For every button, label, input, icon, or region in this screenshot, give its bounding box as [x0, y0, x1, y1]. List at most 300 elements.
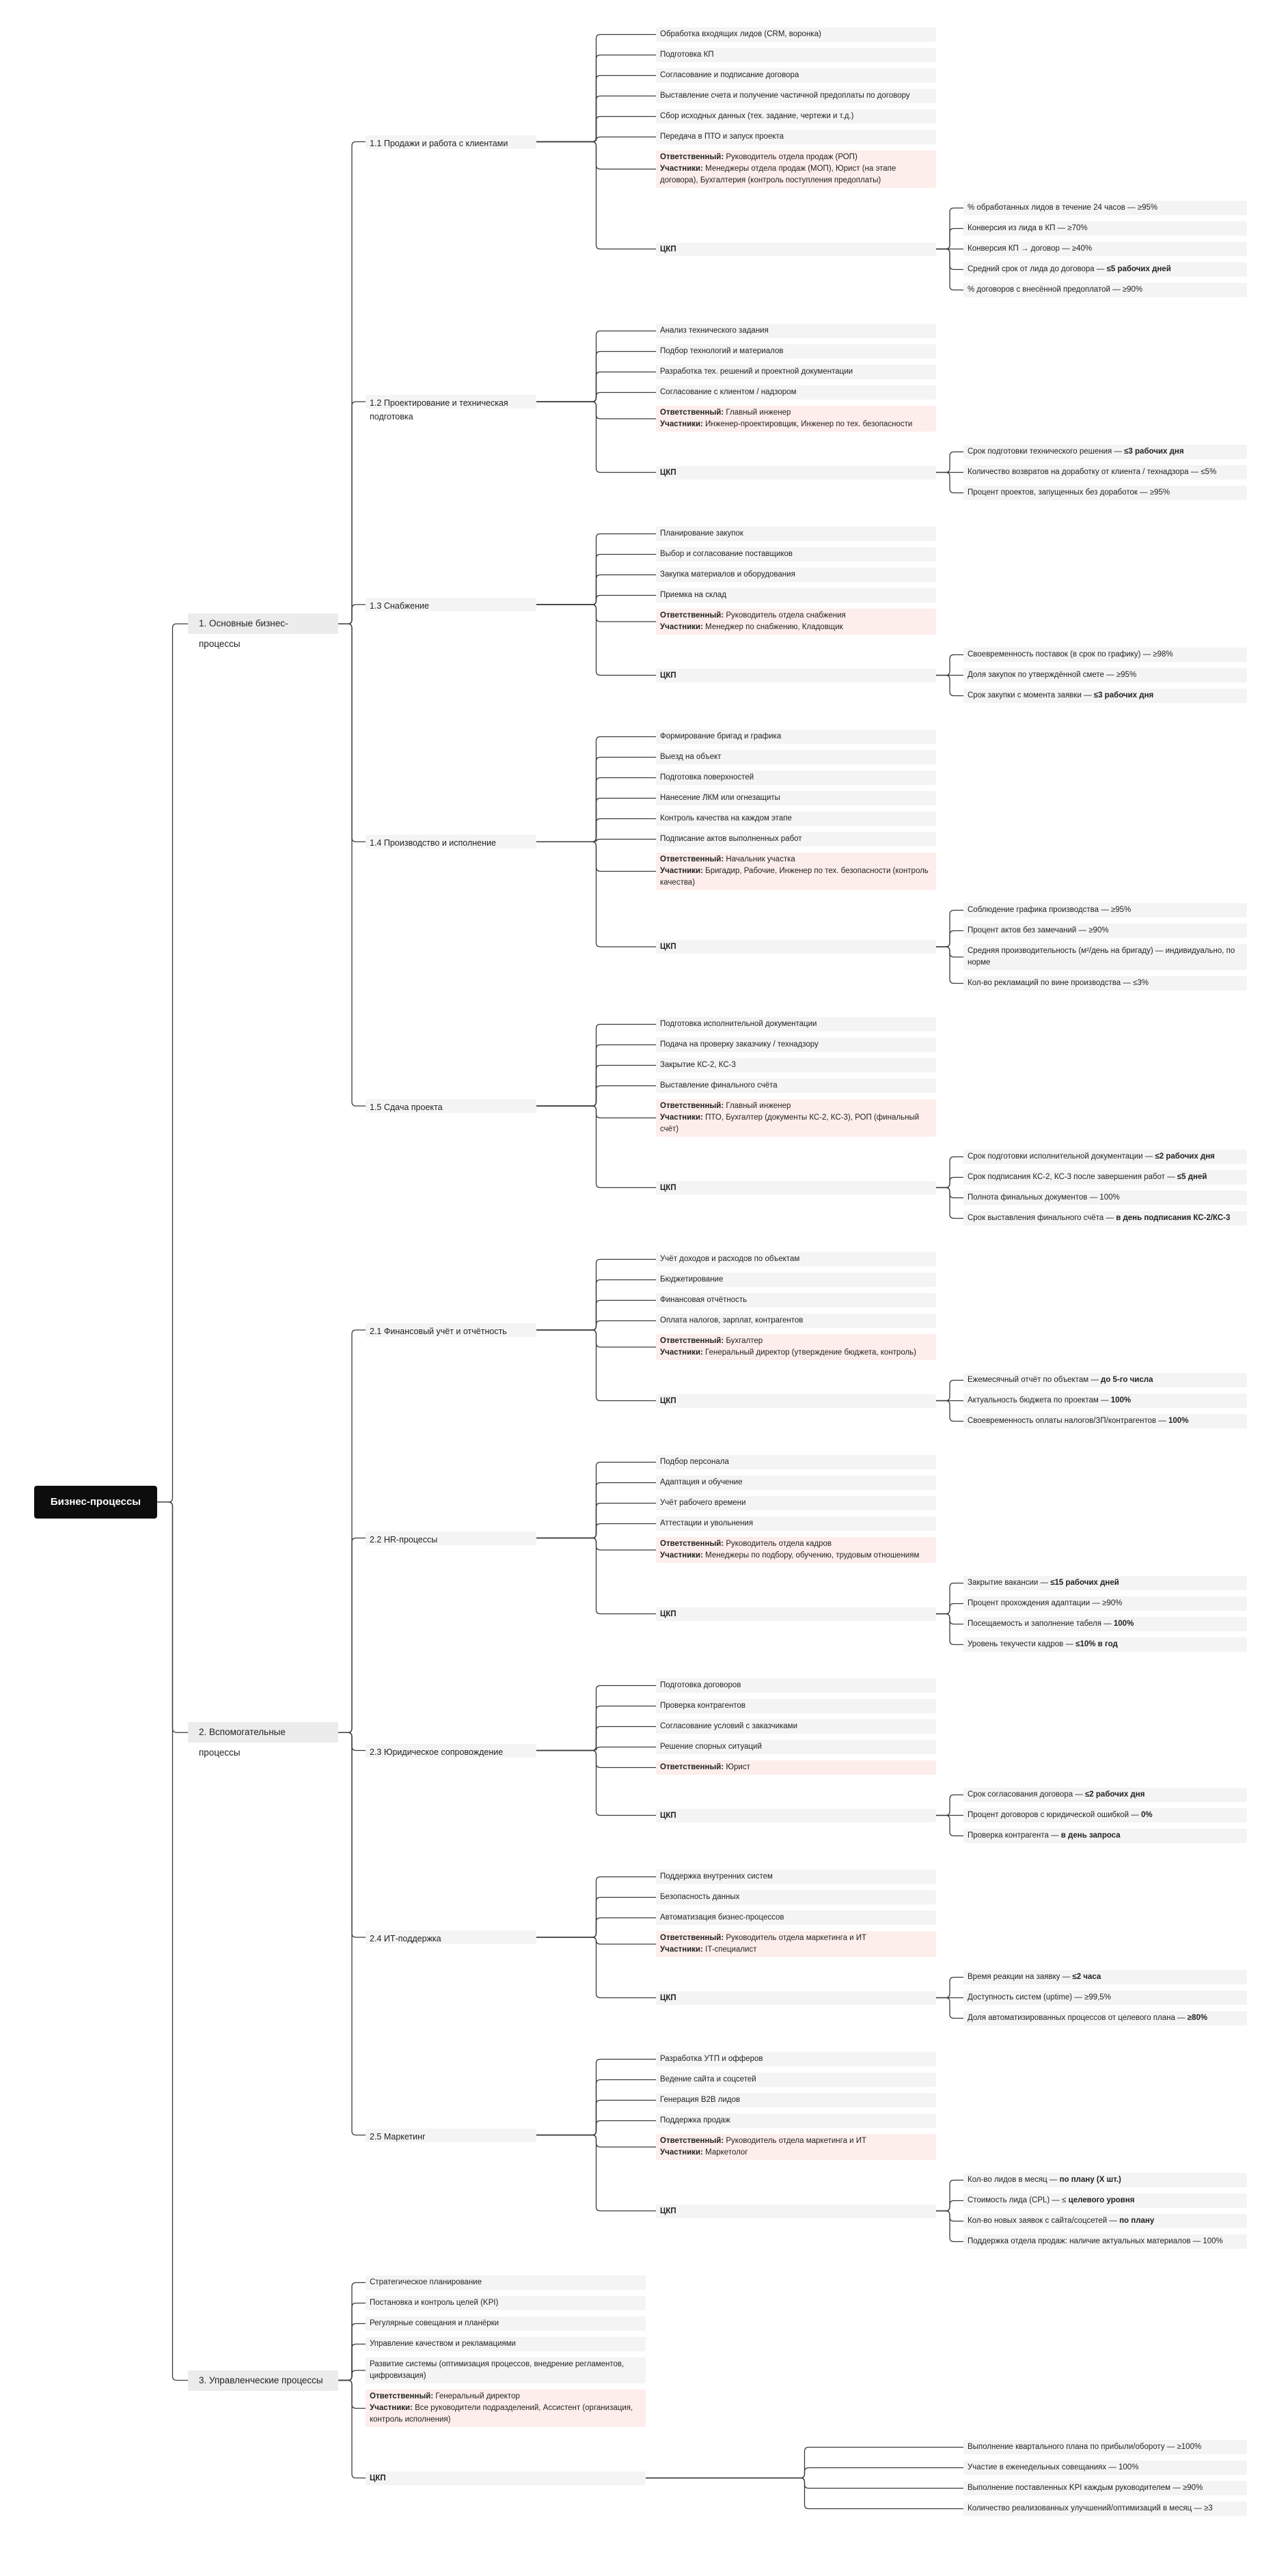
- subprocess: [366, 598, 536, 611]
- subprocess: [366, 1099, 536, 1113]
- connector-line: [936, 1998, 963, 2019]
- text-value: Конверсия КП → договор — ≥40%: [968, 245, 1093, 253]
- process-step: [656, 1719, 936, 1734]
- kpi-item: [963, 2214, 1247, 2228]
- bold-value: целевого уровня: [1068, 2196, 1135, 2204]
- text-value: Нанесение ЛКМ или огнезащиты: [660, 794, 780, 802]
- connector-line: [536, 842, 656, 947]
- text-value: Руководитель отдела маркетинга и ИТ: [726, 2137, 867, 2145]
- bold-value: Участники:: [660, 165, 703, 173]
- text-value: Соблюдение графика производства — ≥95%: [968, 906, 1132, 914]
- bold-value: ЦКП: [660, 1183, 676, 1192]
- text-value: Бухгалтер: [726, 1337, 763, 1345]
- text-value: Главный инженер: [726, 408, 791, 417]
- text-value: Юрист: [726, 1763, 750, 1771]
- text-value: Планирование закупок: [660, 529, 743, 538]
- process-step: [656, 68, 936, 83]
- connector-line: [936, 1381, 963, 1401]
- process-step: [656, 1017, 936, 1031]
- connector-line: [157, 624, 188, 1502]
- text-value: IT-специалист: [705, 1945, 757, 1954]
- connector-line: [338, 2381, 366, 2478]
- bold-value: ЦКП: [660, 245, 676, 253]
- connector-line: [536, 1918, 656, 1938]
- process-step: [656, 1496, 936, 1510]
- connector-line: [936, 1401, 963, 1422]
- text-value: 2.2 HR-процессы: [370, 1534, 438, 1545]
- connector-line: [157, 1502, 188, 2381]
- kpi-item: [963, 242, 1247, 256]
- process-step: [656, 1476, 936, 1490]
- subprocess: [366, 395, 536, 421]
- process-step: [656, 1079, 936, 1093]
- text-value: Поддержка отдела продаж: наличие актуальных материалов — 100%: [968, 2237, 1223, 2245]
- connector-line: [936, 452, 963, 473]
- connector-line: [936, 1978, 963, 1998]
- kpi-item: [963, 283, 1247, 297]
- process-step: [656, 1890, 936, 1905]
- kpi-item: [963, 924, 1247, 938]
- connector-line: [936, 2211, 963, 2242]
- process-step: [366, 2357, 646, 2383]
- subprocess: [366, 1323, 536, 1337]
- text-value: Кол-во рекламаций по вине производства — ≤3%: [968, 979, 1149, 987]
- connector-line: [536, 2121, 656, 2135]
- bold-value: Участники:: [660, 420, 703, 428]
- text-value: Главный инженер: [726, 1102, 791, 1110]
- process-step: [656, 27, 936, 42]
- text-value: Менеджеры отдела продаж (МОП), Юрист (на этапе договора), Бухгалтерия (контроль поступления предоплаты): [660, 165, 896, 184]
- bold-value: ≤5 дней: [1177, 1173, 1207, 1181]
- connector-line: [936, 1795, 963, 1816]
- kpi-item: [963, 465, 1247, 480]
- text-value: Регулярные совещания и планёрки: [370, 2319, 499, 2327]
- kpi-item: [963, 648, 1247, 662]
- process-step: [366, 2275, 646, 2290]
- text-value: Доля автоматизированных процессов от целевого плана —: [968, 2014, 1188, 2022]
- kpi-item: [963, 2461, 1247, 2475]
- text-value: Анализ технического задания: [660, 327, 769, 335]
- subprocess: [366, 1744, 536, 1758]
- kpi-item: [963, 1191, 1247, 1205]
- text-value: 1.1 Продажи и работа с клиентами: [370, 138, 508, 148]
- text-value: Сбор исходных данных (тех. задание, чертежи и т.д.): [660, 112, 854, 120]
- text-value: Участие в еженедельных совещаниях — 100%: [968, 2463, 1139, 2471]
- text-value: Обработка входящих лидов (CRM, воронка): [660, 30, 821, 38]
- kpi-item: [963, 976, 1247, 991]
- section-title: [188, 2370, 338, 2391]
- kpi-item: [963, 1150, 1247, 1164]
- kpi-item: [963, 1808, 1247, 1823]
- text-value: Бюджетирование: [660, 1275, 724, 1284]
- bold-value: ≤2 рабочих дня: [1085, 1790, 1145, 1799]
- text-value: Безопасность данных: [660, 1893, 740, 1901]
- text-value: Срок выставления финального счёта —: [968, 1214, 1116, 1222]
- connector-line: [936, 1614, 963, 1645]
- text-value: Выставление счета и получение частичной предоплаты по договору: [660, 92, 910, 100]
- kpi-item: [963, 2502, 1247, 2516]
- process-step: [656, 1455, 936, 1469]
- text-value: Подбор технологий и материалов: [660, 347, 784, 355]
- text-value: Срок подготовки исполнительной документации —: [968, 1152, 1155, 1161]
- text-value: Инженер-проектировщик, Инженер по тех. безопасности: [705, 420, 913, 428]
- connector-line: [338, 1732, 366, 2135]
- text-value: Процент договоров с юридической ошибкой —: [968, 1811, 1141, 1819]
- text-value: 1.5 Сдача проекта: [370, 1103, 443, 1112]
- kpi-header: [656, 940, 936, 954]
- text-value: Уровень текучести кадров —: [968, 1640, 1076, 1648]
- text-value: Генерация B2B лидов: [660, 2096, 741, 2104]
- text-value: Оплата налогов, зарплат, контрагентов: [660, 1316, 804, 1325]
- text-value: Подготовка КП: [660, 51, 714, 59]
- text-value: Кол-во новых заявок с сайта/соцсетей —: [968, 2217, 1120, 2225]
- bold-value: Участники:: [660, 623, 703, 631]
- kpi-header: [656, 1607, 936, 1621]
- bold-value: Ответственный:: [660, 855, 724, 863]
- process-step: [656, 730, 936, 744]
- connector-line: [338, 402, 366, 624]
- bold-value: 100%: [1113, 1620, 1134, 1628]
- bold-value: Ответственный:: [660, 1102, 724, 1110]
- bold-value: ЦКП: [660, 1993, 676, 2002]
- bold-value: до 5-го числа: [1101, 1376, 1153, 1384]
- text-value: Согласование и подписание договора: [660, 71, 799, 79]
- connector-line: [536, 1937, 656, 1998]
- bold-value: ≤3 рабочих дня: [1124, 447, 1184, 456]
- process-step: [656, 130, 936, 144]
- bold-value: ≤3 рабочих дня: [1093, 691, 1154, 700]
- text-value: Менеджер по снабжению, Кладовщик: [705, 623, 843, 631]
- text-value: Руководитель отдела снабжения: [726, 611, 846, 620]
- subprocess: [366, 835, 536, 848]
- text-value: Выставление финального счёта: [660, 1081, 778, 1090]
- text-value: Стоимость лида (CPL) — ≤: [968, 2196, 1069, 2204]
- text-value: Ведение сайта и соцсетей: [660, 2075, 756, 2083]
- text-value: 2.4 ИТ-поддержка: [370, 1934, 441, 1943]
- text-value: Выбор и согласование поставщиков: [660, 550, 793, 558]
- kpi-item: [963, 1394, 1247, 1408]
- text-value: Разработка тех. решений и проектной документации: [660, 368, 853, 376]
- process-step: [656, 1699, 936, 1713]
- root-node: [34, 1486, 157, 1519]
- kpi-item: [963, 2173, 1247, 2187]
- bold-value: 100%: [1110, 1396, 1132, 1404]
- text-value: Закупка материалов и оборудования: [660, 570, 795, 579]
- process-step: [656, 771, 936, 785]
- text-value: Время реакции на заявку —: [968, 1973, 1073, 1981]
- text-value: Процент прохождения адаптации — ≥90%: [968, 1599, 1123, 1607]
- connector-line: [338, 624, 366, 1106]
- text-value: Автоматизация бизнес-процессов: [660, 1913, 784, 1922]
- connector-line: [936, 229, 963, 249]
- connector-line: [536, 1747, 656, 1751]
- kpi-header: [656, 1181, 936, 1195]
- text-value: Срок закупки с момента заявки —: [968, 691, 1094, 700]
- text-value: Проверка контрагента —: [968, 1831, 1061, 1840]
- kpi-header: [656, 1394, 936, 1408]
- text-value: Доля закупок по утверждённой смете — ≥95%: [968, 671, 1137, 679]
- text-value: Процент проектов, запущенных без доработок — ≥95%: [968, 488, 1170, 497]
- process-step: [656, 2052, 936, 2066]
- process-step: [656, 1252, 936, 1266]
- bold-value: Участники:: [370, 2404, 413, 2412]
- bold-value: Участники:: [660, 1348, 703, 1357]
- bold-value: ≥80%: [1187, 2014, 1208, 2022]
- bold-value: ≤10% в год: [1075, 1640, 1118, 1648]
- connector-line: [936, 1816, 963, 1836]
- bold-value: ≤2 рабочих дня: [1155, 1152, 1215, 1161]
- text-value: Менеджеры по подбору, обучению, трудовым отношениям: [705, 1551, 920, 1560]
- kpi-item: [963, 486, 1247, 500]
- section-title: [188, 1722, 338, 1758]
- text-value: 2. Вспомогательные процессы: [199, 1727, 286, 1758]
- connector-line: [536, 819, 656, 842]
- text-value: Управление качеством и рекламациями: [370, 2340, 516, 2348]
- text-value: Маркетолог: [705, 2148, 748, 2157]
- text-value: Бригадир, Рабочие, Инженер по тех. безопасности (контроль качества): [660, 867, 929, 887]
- text-value: Разработка УТП и офферов: [660, 2055, 763, 2063]
- process-step: [366, 2316, 646, 2331]
- bold-value: ЦКП: [660, 468, 676, 477]
- kpi-header: [656, 1809, 936, 1823]
- kpi-item: [963, 1829, 1247, 1843]
- process-step: [656, 2114, 936, 2128]
- process-step: [656, 48, 936, 62]
- connector-line: [338, 1538, 366, 1733]
- bold-value: Участники:: [660, 1551, 703, 1560]
- bold-value: Ответственный:: [660, 2137, 724, 2145]
- text-value: Учёт рабочего времени: [660, 1499, 746, 1507]
- connector-line: [936, 947, 963, 984]
- text-value: Генеральный директор (утверждение бюджета, контроль): [705, 1348, 917, 1357]
- kpi-header: [656, 669, 936, 682]
- text-value: Актуальность бюджета по проектам —: [968, 1396, 1111, 1404]
- text-value: Средний срок от лида до договора —: [968, 265, 1107, 273]
- kpi-item: [963, 201, 1247, 215]
- section-title: [188, 613, 338, 650]
- kpi-item: [963, 903, 1247, 917]
- responsible-block: [656, 609, 936, 635]
- text-value: Бизнес-процессы: [50, 1495, 141, 1508]
- connector-line: [536, 1330, 656, 1401]
- kpi-header: [656, 243, 936, 256]
- bold-value: ЦКП: [660, 671, 676, 680]
- text-value: 2.1 Финансовый учёт и отчётность: [370, 1327, 507, 1336]
- kpi-item: [963, 1211, 1247, 1225]
- kpi-item: [963, 221, 1247, 236]
- bold-value: Ответственный:: [660, 1540, 724, 1548]
- text-value: 1.4 Производство и исполнение: [370, 838, 496, 848]
- process-step: [656, 527, 936, 541]
- subprocess: [366, 2129, 536, 2142]
- kpi-item: [963, 689, 1247, 703]
- text-value: % обработанных лидов в течение 24 часов — ≥95%: [968, 204, 1158, 212]
- connector-line: [536, 1751, 656, 1816]
- text-value: Аттестации и увольнения: [660, 1519, 754, 1527]
- connector-line: [646, 2478, 963, 2509]
- kpi-item: [963, 1970, 1247, 1984]
- bold-value: ≤15 рабочих дней: [1050, 1579, 1119, 1587]
- text-value: Поддержка продаж: [660, 2116, 730, 2124]
- kpi-item: [963, 262, 1247, 277]
- text-value: Проверка контрагентов: [660, 1702, 746, 1710]
- responsible-block: [656, 853, 936, 890]
- bold-value: 0%: [1140, 1811, 1153, 1819]
- bold-value: по плану: [1119, 2217, 1155, 2225]
- process-step: [656, 1273, 936, 1287]
- process-step: [656, 568, 936, 582]
- process-step: [366, 2337, 646, 2351]
- kpi-item: [963, 1414, 1247, 1428]
- process-step: [656, 1870, 936, 1884]
- text-value: Передача в ПТО и запуск проекта: [660, 133, 784, 141]
- connector-line: [936, 931, 963, 947]
- bold-value: ЦКП: [660, 1811, 676, 1820]
- kpi-item: [963, 1637, 1247, 1652]
- process-step: [656, 812, 936, 826]
- process-step: [656, 365, 936, 379]
- text-value: Своевременность поставок (в срок по графику) — ≥98%: [968, 650, 1173, 659]
- connector-line: [936, 655, 963, 676]
- connector-line: [936, 676, 963, 696]
- subprocess: [366, 1930, 536, 1944]
- responsible-block: [656, 1931, 936, 1957]
- text-value: Закрытие КС-2, КС-3: [660, 1061, 736, 1069]
- text-value: Согласование условий с заказчиками: [660, 1722, 798, 1730]
- text-value: 3. Управленческие процессы: [199, 2374, 323, 2385]
- connector-line: [536, 1538, 656, 1614]
- process-step: [656, 2073, 936, 2087]
- kpi-item: [963, 1170, 1247, 1185]
- text-value: Поддержка внутренних систем: [660, 1872, 773, 1881]
- text-value: Подбор персонала: [660, 1458, 729, 1466]
- text-value: Процент актов без замечаний — ≥90%: [968, 926, 1109, 934]
- process-step: [656, 832, 936, 846]
- bold-value: Участники:: [660, 1945, 703, 1954]
- connector-line: [536, 402, 656, 473]
- text-value: Посещаемость и заполнение табеля —: [968, 1620, 1114, 1628]
- text-value: Выполнение поставленных KPI каждым руководителем — ≥90%: [968, 2484, 1203, 2492]
- text-value: Контроль качества на каждом этапе: [660, 814, 792, 822]
- bold-value: ЦКП: [660, 1609, 676, 1618]
- bold-value: Участники:: [660, 867, 703, 875]
- text-value: Подписание актов выполненных работ: [660, 835, 802, 843]
- bold-value: Ответственный:: [660, 1934, 724, 1942]
- responsible-block: [656, 2134, 936, 2160]
- process-step: [656, 588, 936, 603]
- process-step: [656, 1678, 936, 1693]
- text-value: Приемка на склад: [660, 591, 726, 599]
- text-value: Развитие системы (оптимизация процессов, внедрение регламентов, цифровизация): [370, 2360, 625, 2380]
- process-step: [656, 750, 936, 764]
- kpi-item: [963, 1991, 1247, 2005]
- process-step: [656, 1058, 936, 1072]
- process-step: [366, 2296, 646, 2310]
- text-value: Руководитель отдела кадров: [726, 1540, 832, 1548]
- text-value: 2.3 Юридическое сопровождение: [370, 1747, 504, 1757]
- text-value: ПТО, Бухгалтер (документы КС-2, КС-3), РОП (финальный счёт): [660, 1113, 920, 1133]
- connector-line: [936, 473, 963, 493]
- process-step: [656, 2093, 936, 2107]
- kpi-item: [963, 2193, 1247, 2208]
- process-step: [656, 385, 936, 400]
- text-value: Количество реализованных улучшений/оптимизаций в месяц — ≥3: [968, 2504, 1213, 2512]
- kpi-item: [963, 2481, 1247, 2495]
- kpi-item: [963, 445, 1247, 459]
- responsible-block: [656, 406, 936, 432]
- responsible-block: [656, 150, 936, 188]
- bold-value: Ответственный:: [660, 153, 724, 161]
- kpi-item: [963, 944, 1247, 970]
- text-value: Закрытие вакансии —: [968, 1579, 1051, 1587]
- text-value: Ежемесячный отчёт по объектам —: [968, 1376, 1101, 1384]
- process-step: [656, 1293, 936, 1307]
- connector-line: [536, 1086, 656, 1107]
- text-value: Подготовка поверхностей: [660, 773, 754, 781]
- text-value: Срок подготовки технического решения —: [968, 447, 1125, 456]
- responsible-block: [656, 1334, 936, 1360]
- bold-value: Участники:: [660, 2148, 703, 2157]
- bold-value: по плану (X шт.): [1059, 2176, 1121, 2184]
- bold-value: ≤2 часа: [1072, 1973, 1101, 1981]
- text-value: Адаптация и обучение: [660, 1478, 743, 1486]
- process-step: [656, 1038, 936, 1052]
- kpi-item: [963, 1576, 1247, 1590]
- kpi-item: [963, 2234, 1247, 2249]
- connector-line: [536, 1524, 656, 1538]
- text-value: Средняя производительность (м²/день на бригаду) — индивидуально, по норме: [968, 947, 1235, 967]
- responsible-block: [656, 1760, 936, 1775]
- kpi-item: [963, 1617, 1247, 1631]
- kpi-header: [656, 2204, 936, 2218]
- process-step: [656, 1314, 936, 1328]
- text-value: Количество возвратов на доработку от клиента / технадзора — ≤5%: [968, 468, 1217, 476]
- bold-value: Ответственный:: [660, 1763, 724, 1771]
- bold-value: 100%: [1168, 1417, 1189, 1425]
- kpi-item: [963, 668, 1247, 682]
- kpi-header: [656, 466, 936, 480]
- text-value: Кол-во лидов в месяц —: [968, 2176, 1060, 2184]
- text-value: Подготовка договоров: [660, 1681, 741, 1689]
- text-value: Подготовка исполнительной документации: [660, 1020, 817, 1028]
- text-value: Срок согласования договора —: [968, 1790, 1085, 1799]
- text-value: Выполнение квартального плана по прибыли/обороту — ≥100%: [968, 2443, 1202, 2451]
- process-step: [656, 89, 936, 103]
- subprocess: [366, 1532, 536, 1545]
- responsible-block: [656, 1537, 936, 1563]
- process-step: [656, 547, 936, 562]
- connector-line: [536, 142, 656, 249]
- text-value: Срок подписания КС-2, КС-3 после завершения работ —: [968, 1173, 1177, 1181]
- text-value: Руководитель отдела продаж (РОП): [726, 153, 858, 161]
- responsible-block: [366, 2390, 646, 2427]
- text-value: Стратегическое планирование: [370, 2278, 482, 2286]
- bold-value: ЦКП: [660, 1396, 676, 1405]
- connector-line: [536, 137, 656, 142]
- bold-value: в день запроса: [1060, 1831, 1121, 1840]
- text-value: Начальник участка: [726, 855, 795, 863]
- responsible-block: [656, 1099, 936, 1137]
- text-value: Своевременность оплаты налогов/ЗП/контрагентов —: [968, 1417, 1169, 1425]
- text-value: 2.5 Маркетинг: [370, 2131, 426, 2142]
- text-value: 1.3 Снабжение: [370, 601, 429, 611]
- text-value: Конверсия из лида в КП — ≥70%: [968, 224, 1088, 232]
- text-value: Согласование с клиентом / надзором: [660, 388, 797, 396]
- text-value: 1. Основные бизнес-процессы: [199, 618, 288, 650]
- bold-value: Ответственный:: [660, 1337, 724, 1345]
- process-step: [656, 324, 936, 338]
- bold-value: Участники:: [660, 1113, 703, 1122]
